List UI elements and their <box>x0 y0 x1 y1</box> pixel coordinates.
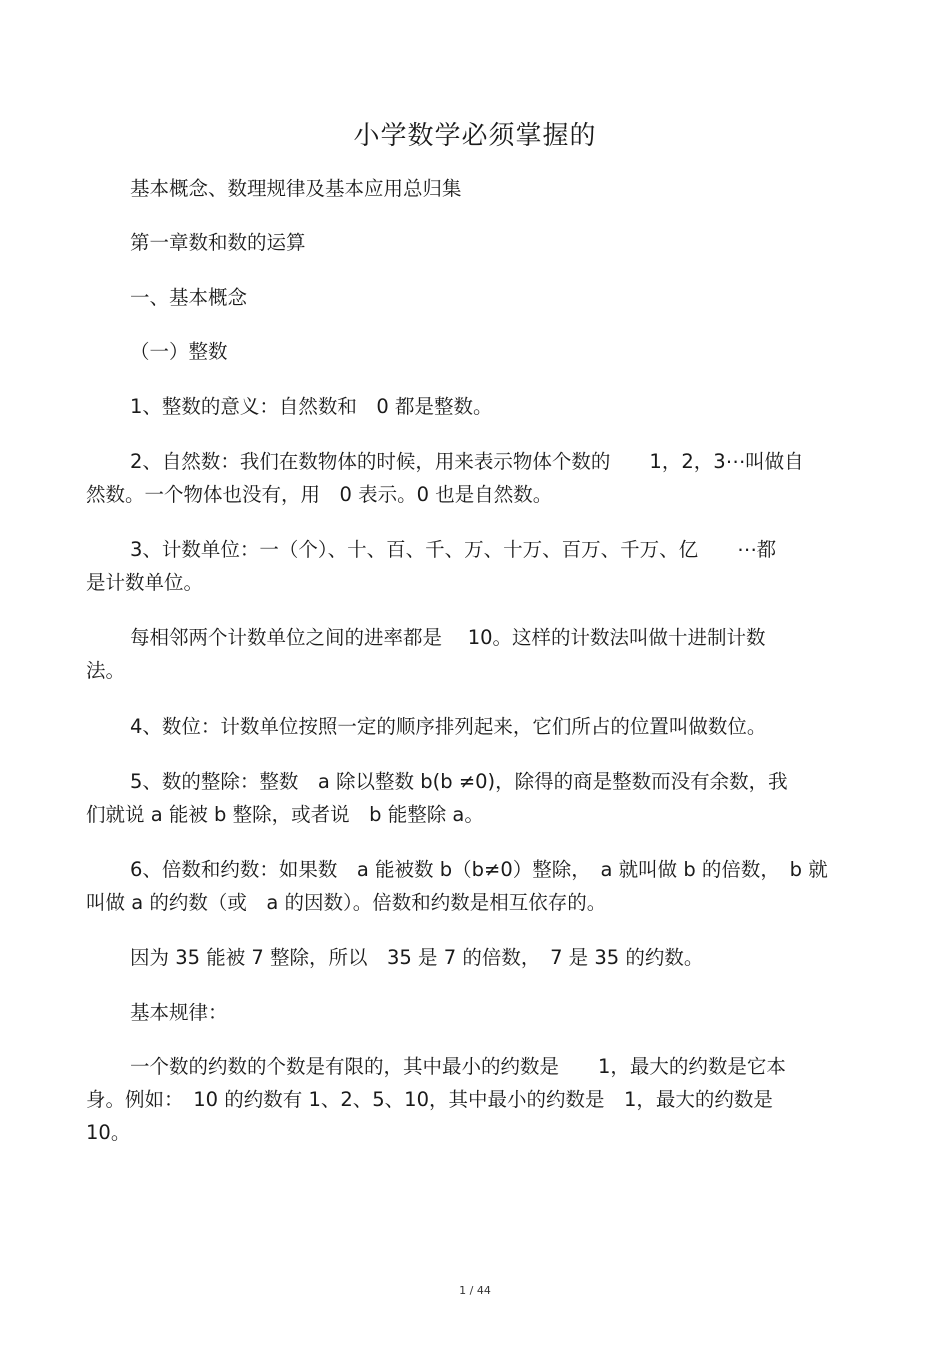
paragraph-line: 叫做 a 的约数（或 a 的因数）。倍数和约数是相互依存的。 <box>86 891 607 914</box>
paragraph-digit-place <box>86 710 866 743</box>
paragraph-line: 3、计数单位：一（个）、十、百、千、万、十万、百万、千万、亿 ⋯都 <box>130 538 777 561</box>
paragraph-line: 身。例如： 10 的约数有 1、2、5、10，其中最小的约数是 1，最大的约数是 <box>86 1088 773 1111</box>
paragraph-counting-unit <box>86 533 866 599</box>
page-number: 1 / 44 <box>459 1284 491 1297</box>
paragraph-line: 一个数的约数的个数是有限的，其中最小的约数是 1，最大的约数是它本 <box>130 1055 786 1078</box>
paragraph-line: 基本规律： <box>130 1001 228 1024</box>
paragraph-line: 5、数的整除：整数 a 除以整数 b(b ≠0)，除得的商是整数而没有余数，我 <box>130 770 788 793</box>
paragraph-line: 1、整数的意义：自然数和 0 都是整数。 <box>130 395 493 418</box>
chapter-heading <box>86 226 866 259</box>
section-text: 一、基本概念 <box>130 286 248 309</box>
paragraph-line: 然数。一个物体也没有，用 0 表示。0 也是自然数。 <box>86 483 553 506</box>
paragraph-line: 法。 <box>86 659 126 682</box>
paragraph-decimal-system <box>86 621 866 687</box>
subsection-text: （一）整数 <box>130 340 228 363</box>
subsection-heading <box>86 335 866 368</box>
paragraph-line: 10。 <box>86 1121 131 1144</box>
paragraph-multiples-divisors <box>86 853 866 919</box>
paragraph-line: 因为 35 能被 7 整除，所以 35 是 7 的倍数， 7 是 35 的约数。 <box>130 946 704 969</box>
paragraph-divisor-count <box>86 1050 866 1149</box>
paragraph-line: 每相邻两个计数单位之间的进率都是 10。这样的计数法叫做十进制计数 <box>130 626 766 649</box>
subtitle-text: 基本概念、数理规律及基本应用总归集 <box>130 177 462 200</box>
paragraph-line: 2、自然数：我们在数物体的时候，用来表示物体个数的 1，2，3⋯叫做自 <box>130 450 804 473</box>
paragraph-divisibility <box>86 765 866 831</box>
paragraph-line: 是计数单位。 <box>86 571 204 594</box>
document-subtitle <box>86 172 866 205</box>
chapter-text: 第一章数和数的运算 <box>130 231 306 254</box>
paragraph-line: 们就说 a 能被 b 整除，或者说 b 能整除 a。 <box>86 803 484 826</box>
document-title: 小学数学必须掌握的 <box>353 121 597 151</box>
paragraph-example <box>86 941 866 974</box>
paragraph-basic-rules-heading <box>86 996 866 1029</box>
paragraph-line: 6、倍数和约数：如果数 a 能被数 b（b≠0）整除， a 就叫做 b 的倍数， b 就 <box>130 858 828 881</box>
paragraph-line: 4、数位：计数单位按照一定的顺序排列起来，它们所占的位置叫做数位。 <box>130 715 767 738</box>
section-heading <box>86 281 866 314</box>
paragraph-integer-meaning <box>86 390 866 423</box>
paragraph-natural-number <box>86 445 866 511</box>
